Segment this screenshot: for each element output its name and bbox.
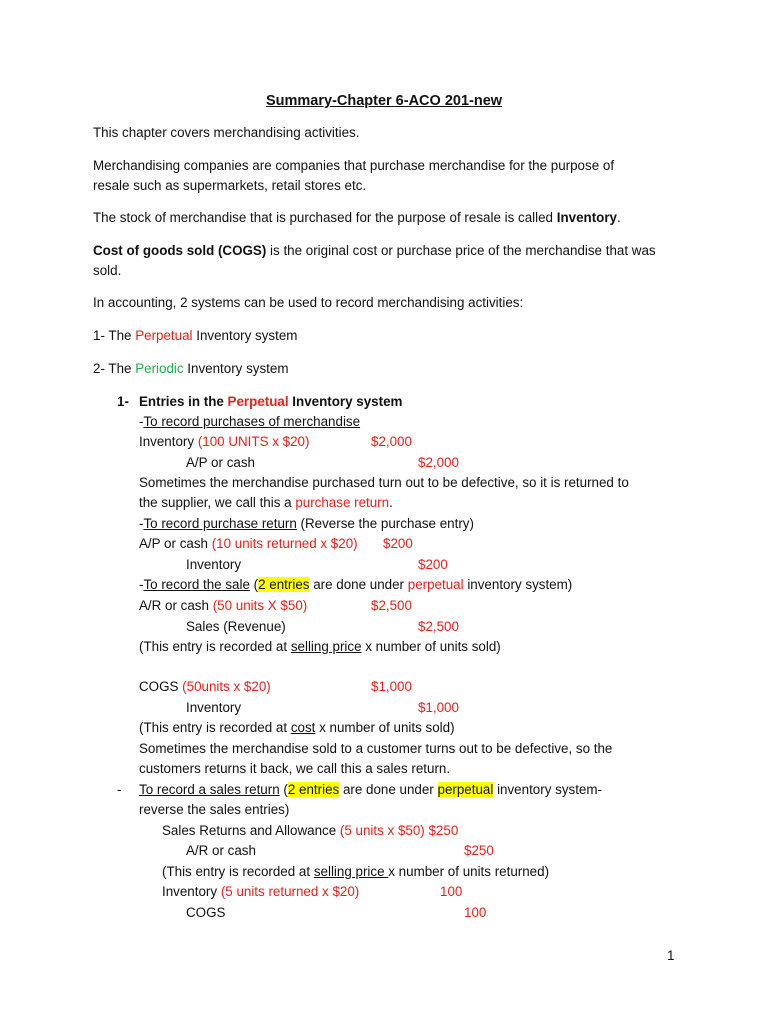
sale-debit-note: (50 units X $50) (212, 598, 308, 613)
sale-debit-account: A/R or cash (139, 598, 213, 613)
purchase-credit-amount: $2,000 (418, 455, 459, 470)
para3-line2: sold. (93, 263, 122, 278)
sales-return-inv-account: Inventory (162, 884, 221, 899)
sales-return-debit (162, 822, 458, 840)
defect-note-prefix: the supplier, we call this a (139, 495, 296, 510)
sale-heading-mid: are done under (309, 577, 408, 592)
cogs-credit-amount: $1,000 (418, 700, 459, 715)
sales-return-heading-end: inventory system- (493, 782, 602, 797)
para1-line2: resale such as supermarkets, retail stores etc. (93, 178, 367, 193)
sales-return-cogs-amount: 100 (464, 905, 487, 920)
sales-return-note-end: x number of units returned) (388, 864, 550, 879)
purchase-credit-account: A/P or cash (186, 455, 255, 470)
sales-return-inv-amount: 100 (440, 884, 463, 899)
purchase-debit (139, 433, 309, 451)
system1-prefix: 1- The (93, 328, 136, 343)
cogs-debit-amount: $1,000 (371, 679, 412, 694)
sale-note-prefix: (This entry is recorded at (139, 639, 291, 654)
cogs-note-prefix: (This entry is recorded at (139, 720, 291, 735)
sales-return-heading-mid: are done under (339, 782, 438, 797)
cogs-debit-note: (50units x $20) (182, 679, 271, 694)
purchase-debit-note: (100 UNITS x $20) (197, 434, 310, 449)
sale-heading-text: To record the sale (143, 577, 250, 592)
sale-credit-amount: $2,500 (418, 619, 459, 634)
page-number: 1 (667, 948, 675, 963)
purchase-heading (139, 413, 360, 431)
para3-line1 (93, 242, 656, 260)
purchase-dash: - (139, 414, 144, 429)
section1-suffix: Inventory system (288, 394, 403, 409)
sale-debit (139, 597, 307, 615)
sales-return-note-prefix: (This entry is recorded at (162, 864, 314, 879)
system2-prefix: 2- The (93, 361, 136, 376)
purchase-return-debit (139, 535, 358, 553)
sale-heading-paren: ( (249, 577, 259, 592)
system2-line (93, 360, 289, 378)
para3-text: is the original cost or purchase price of the merchandise that was (266, 243, 656, 258)
cogs-debit (139, 678, 271, 696)
purchase-return-heading-note: (Reverse the purchase entry) (296, 516, 474, 531)
sales-return-debit-amount: $250 (424, 823, 459, 838)
purchase-heading-text: To record purchases of merchandise (143, 414, 361, 429)
cogs-note (139, 719, 455, 737)
cogs-note-end: x number of units sold) (315, 720, 455, 735)
cogs-credit-account: Inventory (186, 700, 242, 715)
purchase-return-debit-note: (10 units returned x $20) (211, 536, 358, 551)
para2-end: . (617, 210, 621, 225)
sales-return-highlight2: perpetual (437, 782, 494, 797)
sales-return-inv-note: (5 units returned x $20) (220, 884, 360, 899)
purchase-return-credit-amount: $200 (418, 557, 448, 572)
purchase-return-credit-account: Inventory (186, 557, 242, 572)
sales-return-inventory (162, 883, 359, 901)
system2-name: Periodic (135, 361, 184, 376)
purchase-return-heading (139, 515, 474, 533)
sale-heading (139, 576, 572, 594)
system1-name: Perpetual (135, 328, 193, 343)
para3-term: Cost of goods sold (COGS) (93, 243, 267, 258)
sales-return-credit-account: A/R or cash (186, 843, 256, 858)
sales-return-heading (139, 781, 602, 799)
purchase-debit-account: Inventory (139, 434, 198, 449)
para4: In accounting, 2 systems can be used to record merchandising activities: (93, 295, 524, 310)
sale-debit-amount: $2,500 (371, 598, 412, 613)
para2-term: Inventory (556, 210, 617, 225)
sales-return-note (162, 863, 549, 881)
sale-highlight: 2 entries (258, 577, 310, 592)
purchase-return-dash: - (139, 516, 144, 531)
section1-name: Perpetual (227, 394, 289, 409)
para2-text: The stock of merchandise that is purchased for the purpose of resale is called (93, 210, 557, 225)
sale-note-term: selling price (290, 639, 362, 654)
sales-return-heading-text: To record a sales return (139, 782, 280, 797)
sale-dash: - (139, 577, 144, 592)
system1-line (93, 327, 297, 345)
defect-note-end: . (389, 495, 393, 510)
sales-defect-line2: customers returns it back, we call this a sales return. (139, 761, 451, 776)
sales-defect-line1: Sometimes the merchandise sold to a customer turns out to be defective, so the (139, 741, 613, 756)
sales-return-line2: reverse the sales entries) (139, 802, 290, 817)
sale-heading-end: inventory system) (463, 577, 573, 592)
sales-return-debit-account: Sales Returns and Allowance (162, 823, 340, 838)
sales-return-highlight: 2 entries (287, 782, 340, 797)
purchase-debit-amount: $2,000 (371, 434, 412, 449)
purchase-return-debit-amount: $200 (383, 536, 413, 551)
system2-suffix: Inventory system (183, 361, 289, 376)
purchase-return-heading-text: To record purchase return (143, 516, 297, 531)
purchase-return-debit-account: A/P or cash (139, 536, 212, 551)
sales-return-note-term: selling price (313, 864, 389, 879)
sale-note-end: x number of units sold) (361, 639, 501, 654)
cogs-debit-account: COGS (139, 679, 183, 694)
sale-credit-account: Sales (Revenue) (186, 619, 286, 634)
defect-note-line1: Sometimes the merchandise purchased turn out to be defective, so it is returned to (139, 475, 629, 490)
section1-number: 1- (117, 394, 129, 409)
sales-return-heading-paren: ( (279, 782, 288, 797)
defect-note-line2 (139, 494, 393, 512)
system1-suffix: Inventory system (192, 328, 298, 343)
intro-text: This chapter covers merchandising activities. (93, 125, 360, 140)
page-title: Summary-Chapter 6-ACO 201-new (265, 93, 503, 109)
para2 (93, 209, 621, 227)
cogs-note-term: cost (290, 720, 316, 735)
sale-heading-term: perpetual (407, 577, 464, 592)
defect-note-term: purchase return (295, 495, 390, 510)
sale-note (139, 638, 501, 656)
sales-return-bullet: - (117, 782, 122, 797)
para1-line1: Merchandising companies are companies that purchase merchandise for the purpose of (93, 158, 615, 173)
sales-return-debit-note: (5 units x $50) (339, 823, 425, 838)
section1-heading (139, 393, 402, 411)
section1-prefix: Entries in the (139, 394, 228, 409)
sales-return-credit-amount: $250 (464, 843, 494, 858)
sales-return-cogs-account: COGS (186, 905, 226, 920)
